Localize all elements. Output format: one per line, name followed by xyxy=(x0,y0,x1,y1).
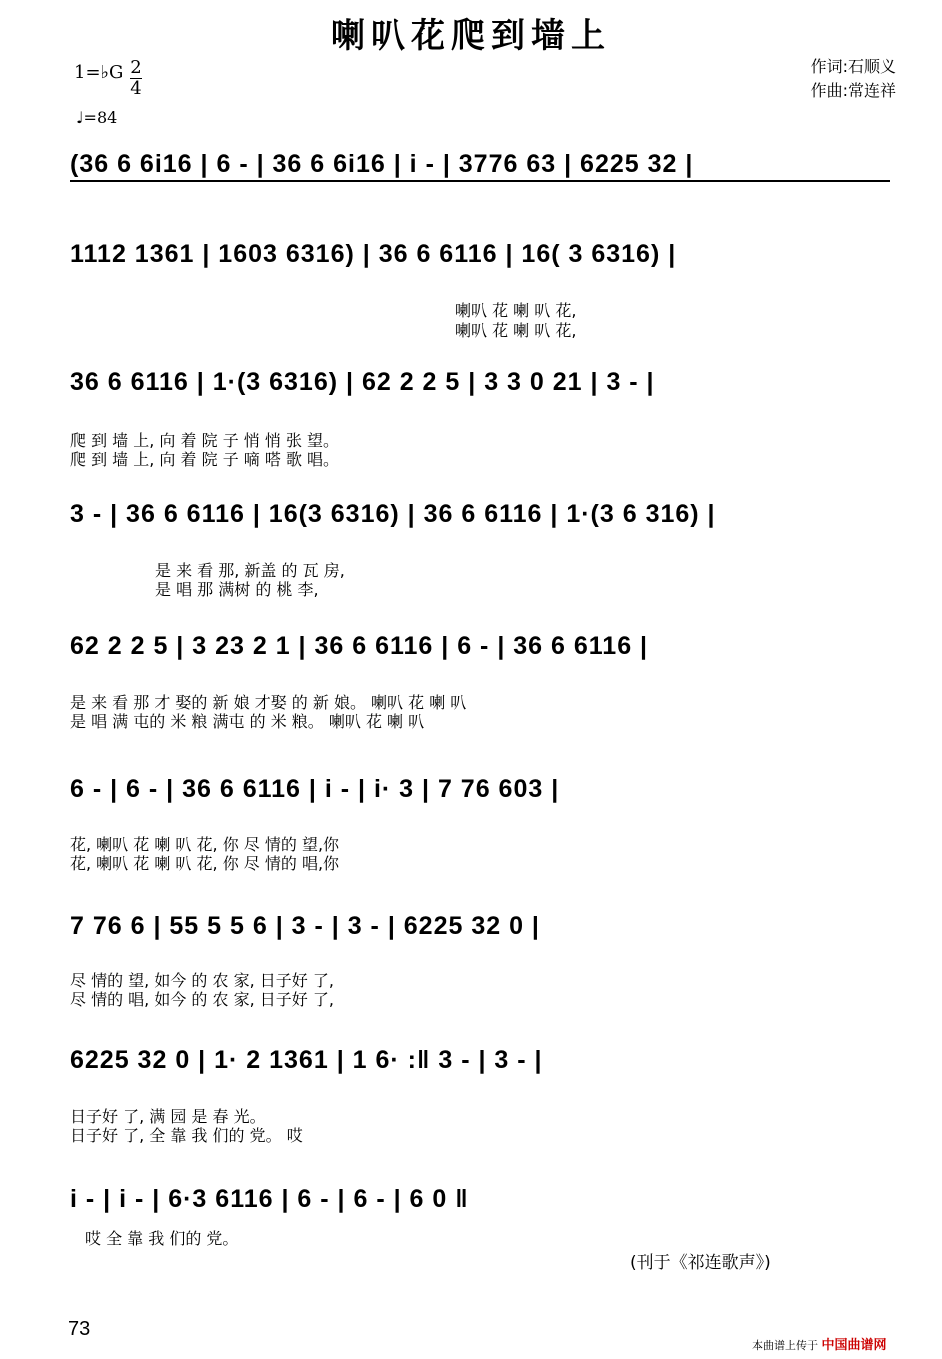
key-signature: 1=♭G xyxy=(74,62,124,83)
score-line-3: 36 6 6116 | 1·(3 6316) | 62 2 2 5 | 3 3 0 21 | 3 - | xyxy=(70,368,655,396)
score-line-6: 6 - | 6 - | 36 6 6116 | i - | i· 3 | 7 76 603 | xyxy=(70,775,560,803)
underline-beam xyxy=(70,180,890,182)
time-signature-bottom: 4 xyxy=(130,78,142,99)
page-number: 73 xyxy=(68,1318,91,1340)
lyricist-credit: 作词:石顺义 xyxy=(810,57,896,76)
lyric-line-3-verse-1: 爬 到 墙 上, 向 着 院 子 悄 悄 张 望。 xyxy=(70,431,340,450)
page-title: 喇叭花爬到墙上 xyxy=(331,16,611,56)
upload-footer xyxy=(752,1334,887,1353)
lyric-line-4-verse-2: 是 唱 那 满树 的 桃 李, xyxy=(155,580,319,599)
lyric-line-7-verse-2: 尽 情的 唱, 如今 的 农 家, 日子好 了, xyxy=(70,990,334,1009)
score-line-8: 6225 32 0 | 1· 2 1361 | 1 6· :‖ 3 - | 3 - | xyxy=(70,1046,543,1074)
time-signature-top: 2 xyxy=(130,57,142,78)
time-signature xyxy=(130,58,142,99)
lyric-line-3-verse-2: 爬 到 墙 上, 向 着 院 子 嘀 嗒 歌 唱。 xyxy=(70,450,340,469)
lyric-line-6-verse-1: 花, 喇叭 花 喇 叭 花, 你 尽 情的 望,你 xyxy=(70,835,340,854)
footer-prefix: 本曲谱上传于 xyxy=(752,1339,818,1352)
score-line-5: 62 2 2 5 | 3 23 2 1 | 36 6 6116 | 6 - | 36 6 6116 | xyxy=(70,632,649,660)
score-line-7: 7 76 6 | 55 5 5 6 | 3 - | 3 - | 6225 32 0 | xyxy=(70,912,540,940)
lyric-line-5-verse-1: 是 来 看 那 才 娶的 新 娘 才娶 的 新 娘。 喇叭 花 喇 叭 xyxy=(70,693,467,712)
score-line-9: i - | i - | 6·3 6116 | 6 - | 6 - | 6 0 ‖ xyxy=(70,1185,469,1213)
lyric-line-7-verse-1: 尽 情的 望, 如今 的 农 家, 日子好 了, xyxy=(70,971,334,990)
score-line-2: 1112 1361 | 1603 6316) | 36 6 6116 | 16( 3 6316) | xyxy=(70,240,677,268)
lyric-line-2-verse-2: 喇叭 花 喇 叭 花, xyxy=(455,321,577,340)
lyric-line-6-verse-2: 花, 喇叭 花 喇 叭 花, 你 尽 情的 唱,你 xyxy=(70,854,340,873)
composer-credit: 作曲:常连祥 xyxy=(810,81,896,100)
lyric-line-9-verse-1: 哎 全 靠 我 们的 党。 xyxy=(85,1229,239,1248)
lyric-line-5-verse-2: 是 唱 满 屯的 米 粮 满屯 的 米 粮。 喇叭 花 喇 叭 xyxy=(70,712,425,731)
lyric-line-2-verse-1: 喇叭 花 喇 叭 花, xyxy=(455,301,577,320)
publication-note: (刊于《祁连歌声》) xyxy=(630,1253,771,1273)
lyric-line-4-verse-1: 是 来 看 那, 新盖 的 瓦 房, xyxy=(155,561,345,580)
tempo-marking: ♩=84 xyxy=(76,108,118,127)
site-logo[interactable]: 中国曲谱网 xyxy=(821,1338,887,1353)
lyric-line-8-verse-1: 日子好 了, 满 园 是 春 光。 xyxy=(70,1107,266,1126)
score-line-1: (36 6 6i16 | 6 - | 36 6 6i16 | i - | 3776 63 | 6225 32 | xyxy=(70,150,694,178)
score-line-4: 3 - | 36 6 6116 | 16(3 6316) | 36 6 6116 | 1·(3 6 316) | xyxy=(70,500,716,528)
lyric-line-8-verse-2: 日子好 了, 全 靠 我 们的 党。 哎 xyxy=(70,1126,303,1145)
